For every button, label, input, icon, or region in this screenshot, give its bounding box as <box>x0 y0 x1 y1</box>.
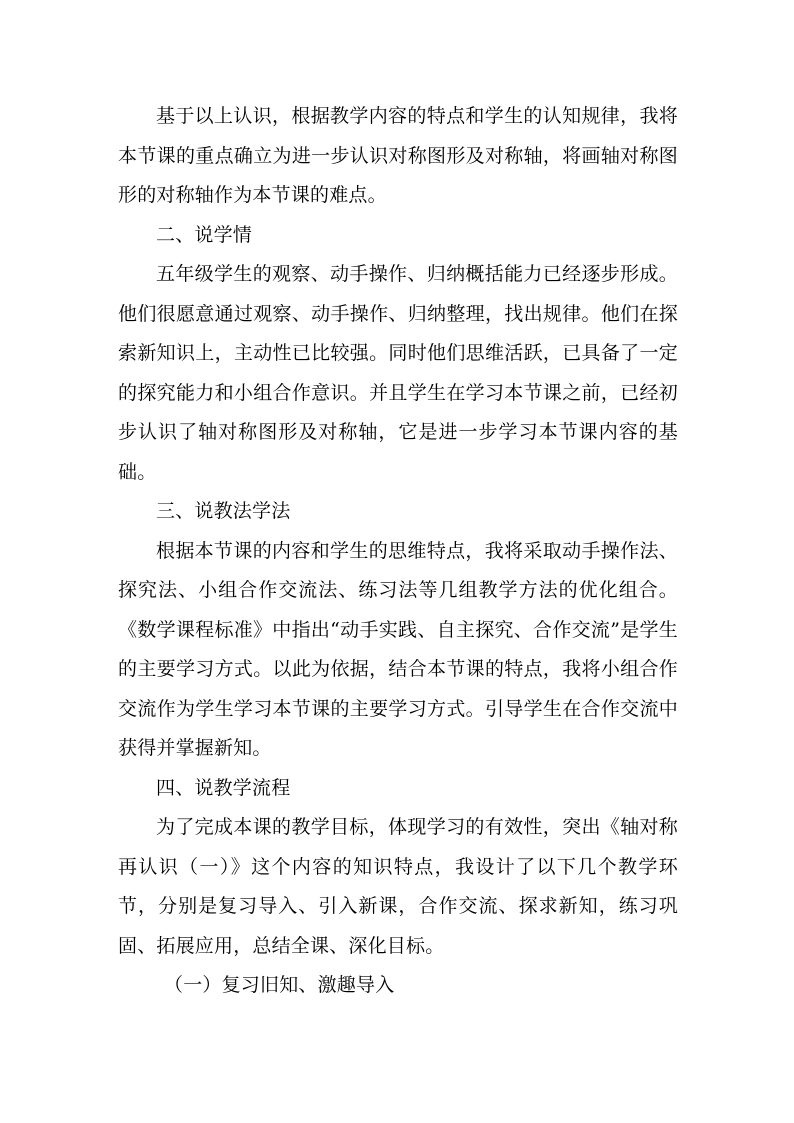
paragraph-key-points: 基于以上认识，根据教学内容的特点和学生的认知规律，我将本节课的重点确立为进一步认识对称图形及对称轴，将画轴对称图形的对称轴作为本节课的难点。 <box>118 105 678 206</box>
subsection-heading-review: （一）复习旧知、激趣导入 <box>164 974 395 996</box>
paragraph-student-analysis: 五年级学生的观察、动手操作、归纳概括能力已经逐步形成。他们很愿意通过观察、动手操作、归纳整理，找出规律。他们在探索新知识上，主动性已比较强。同时他们思维活跃，已具备了一定的探究能力和小组合作意识。并且学生在学习本节课之前，已经初步认识了轴对称图形及对称轴，它是进一步学习本节课内容的基础。 <box>118 263 678 483</box>
paragraph-teaching-process: 为了完成本课的教学目标，体现学习的有效性，突出《轴对称再认识（一）》这个内容的知识特点，我设计了以下几个教学环节，分别是复习导入、引入新课，合作交流、探求新知，练习巩固、拓展应用，总结全课、深化目标。 <box>118 816 678 957</box>
section-heading-teaching-process: 四、说教学流程 <box>156 776 291 799</box>
section-heading-student-analysis: 二、说学情 <box>156 223 253 246</box>
document-body <box>118 97 678 1006</box>
section-heading-teaching-methods: 三、说教法学法 <box>156 500 291 522</box>
paragraph-teaching-methods: 根据本节课的内容和学生的思维特点，我将采取动手操作法、探究法、小组合作交流法、练习法等几组教学方法的优化组合。《数学课程标准》中指出“动手实践、自主探究、合作交流”是学生的主要学习方式。以此为依据，结合本节课的特点，我将小组合作交流作为学生学习本节课的主要学习方式。引导学生在合作交流中获得并掌握新知。 <box>118 539 678 759</box>
